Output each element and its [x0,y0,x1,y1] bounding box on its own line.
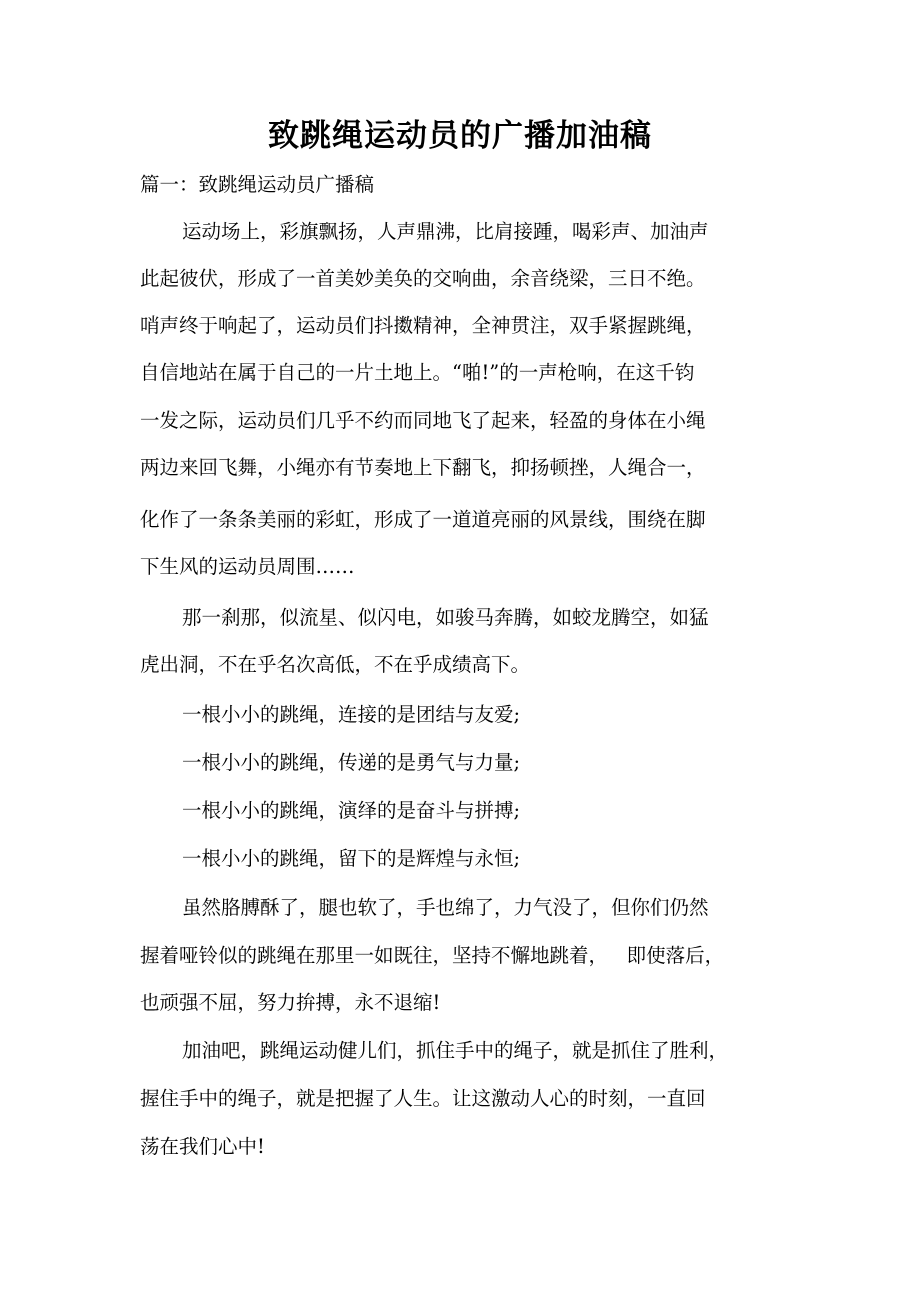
paragraph-line: 哨声终于响起了，运动员们抖擞精神，全神贯注，双手紧握跳绳， [140,314,706,337]
paragraph-line: 一根小小的跳绳，演绎的是奋斗与拼搏; [182,799,521,822]
document-title: 致跳绳运动员的广播加油稿 [268,118,652,154]
paragraph-line: 虎出洞，不在乎名次高低，不在乎成绩高下。 [140,653,531,676]
paragraph-line: 一根小小的跳绳，留下的是辉煌与永恒; [182,847,521,870]
paragraph-line: 自信地站在属于自己的一片土地上。“啪!”的一声枪响，在这千钧 [140,361,695,384]
paragraph-line: 握住手中的绳子，就是把握了人生。让这激动人心的时刻，一直回 [140,1087,706,1110]
paragraph-line: 两边来回飞舞，小绳亦有节奏地上下翻飞，抑扬顿挫，人绳合一， [140,456,706,479]
paragraph-line: 那一刹那，似流星、似闪电，如骏马奔腾，如蛟龙腾空，如猛 [182,606,709,629]
paragraph-line: 此起彼伏，形成了一首美妙美奂的交响曲，余音绕梁，三日不绝。 [140,267,706,290]
section-heading: 篇一：致跳绳运动员广播稿 [140,173,375,196]
paragraph-line: 化作了一条条美丽的彩虹，形成了一道道亮丽的风景线，围绕在脚 [140,508,706,531]
paragraph-line: 也顽强不屈，努力拚搏，永不退缩! [140,991,441,1014]
paragraph-line: 荡在我们心中! [140,1135,265,1158]
paragraph-line: 握着哑铃似的跳绳在那里一如既往，坚持不懈地跳着， 即使落后， [140,944,725,967]
paragraph-line: 一根小小的跳绳，传递的是勇气与力量; [182,751,521,774]
paragraph-line: 一根小小的跳绳，连接的是团结与友爱; [182,703,521,726]
paragraph-line: 虽然胳膊酥了，腿也软了，手也绵了，力气没了，但你们仍然 [182,896,709,919]
paragraph-line: 运动场上，彩旗飘扬，人声鼎沸，比肩接踵，喝彩声、加油声 [182,220,709,243]
paragraph-line: 一发之际，运动员们几乎不约而同地飞了起来，轻盈的身体在小绳 [140,409,706,432]
paragraph-line: 加油吧，跳绳运动健儿们，抓住手中的绳子，就是抓住了胜利， [182,1039,729,1062]
paragraph-line: 下生风的运动员周围…… [140,555,355,578]
